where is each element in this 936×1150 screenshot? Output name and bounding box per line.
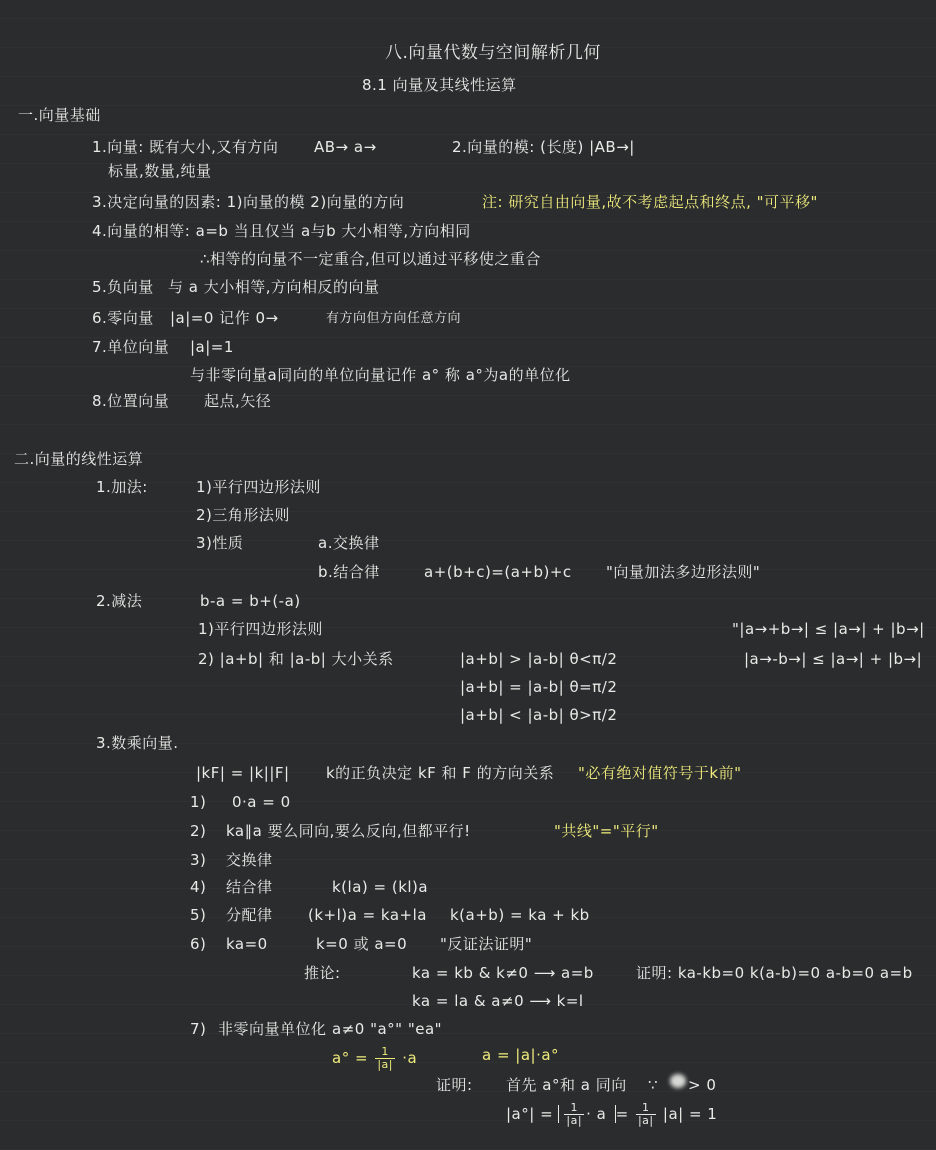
zero-vector-note: 有方向但方向任意方向 — [326, 311, 462, 326]
negative-vector-desc: 与 a 大小相等,方向相反的向量 — [168, 278, 380, 296]
subtraction-label: 2.减法 — [96, 592, 143, 610]
rule-number: 6) — [190, 935, 207, 953]
item-position-vector: 8.位置向量 — [92, 392, 170, 410]
rule-number: 2) — [190, 822, 207, 840]
proof-label: 证明: — [436, 1076, 473, 1094]
subtraction-rule: 1)平行四边形法则 — [198, 620, 323, 638]
scalar-associative-formula: k(la) = (kl)a — [332, 878, 429, 896]
heading-vector-basics: 一.向量基础 — [18, 106, 101, 124]
normalization-notation: a≠0 "a°" "ea" — [332, 1020, 443, 1038]
normalization-label: 非零向量单位化 — [218, 1020, 327, 1038]
relation-acute: |a+b| > |a-b| θ<π/2 — [460, 650, 618, 668]
rule-number: 1) — [190, 793, 207, 811]
scalar-commutative: 交换律 — [226, 851, 273, 869]
scalar-multiplication-label: 3.数乘向量. — [96, 734, 179, 752]
magnitude-comparison: 2) |a+b| 和 |a-b| 大小关系 — [198, 650, 394, 668]
triangle-inequality-diff: |a→-b→| ≤ |a→| + |b→| — [744, 650, 923, 668]
relation-obtuse: |a+b| < |a-b| θ>π/2 — [460, 706, 618, 724]
triangle-inequality-sum: "|a→+b→| ≤ |a→| + |b→| — [732, 620, 925, 638]
proof-step-2: |a°| = $\frac{1}{|a|}$ · a = $\frac{1}{|a|}$ |a| = 1 — [506, 1101, 718, 1127]
subtraction-formula: b-a = b+(-a) — [200, 592, 301, 610]
fraction: $\frac{1}{|a|}$ — [637, 1101, 654, 1127]
positive-condition: > 0 — [688, 1076, 717, 1094]
addition-label: 1.加法: — [96, 478, 148, 496]
fraction: $\frac{1}{|a|}$ — [566, 1101, 583, 1127]
item-zero-vector: 6.零向量 — [92, 309, 154, 327]
note-free-vector: 注: 研究自由向量,故不考虑起点和终点, "可平移" — [482, 193, 818, 211]
addition-properties: 3)性质 — [196, 534, 244, 552]
vector-notation: AB→ a→ — [314, 138, 377, 156]
fraction: $\frac{1}{|a|}$ — [377, 1045, 393, 1071]
collinear-note: "共线"="平行" — [554, 822, 659, 840]
heading-linear-operations: 二.向量的线性运算 — [14, 450, 144, 468]
addition-rule-triangle: 2)三角形法则 — [196, 506, 290, 524]
item-unit-vector: 7.单位向量 — [92, 338, 170, 356]
scalar-modulus-formula: |kF| = |k||F| — [196, 764, 290, 782]
unit-vector-formula-yellow: a° = $\frac{1}{|a|}$ ·a — [332, 1045, 418, 1071]
scalar-direction-note: k的正负决定 kF 和 F 的方向关系 — [326, 764, 555, 782]
position-vector-note: 起点,矢径 — [204, 392, 272, 410]
rule-number: 3) — [190, 851, 207, 869]
corollary-label: 推论: — [304, 964, 341, 982]
relation-right: |a+b| = |a-b| θ=π/2 — [460, 678, 618, 696]
item-vector-factors: 3.决定向量的因素: 1)向量的模 2)向量的方向 — [92, 193, 405, 211]
polygon-rule-note: "向量加法多边形法则" — [606, 563, 761, 581]
item-vector-definition: 1.向量: 既有大小,又有方向 — [92, 138, 279, 156]
commutative-law: a.交换律 — [318, 534, 380, 552]
associative-formula: a+(b+c)=(a+b)+c — [424, 563, 572, 581]
addition-rule-parallelogram: 1)平行四边形法则 — [196, 478, 321, 496]
corollary-1-proof: 证明: ka-kb=0 k(a-b)=0 a-b=0 a=b — [636, 964, 913, 982]
page-title: 八.向量代数与空间解析几何 — [385, 43, 601, 63]
rule-number: 7) — [190, 1020, 207, 1038]
rule-number: 5) — [190, 906, 207, 924]
note-equality: ∴相等的向量不一定重合,但可以通过平移使之重合 — [200, 250, 541, 268]
zero-times-vector: 0·a = 0 — [232, 793, 291, 811]
zero-product: ka=0 — [226, 935, 268, 953]
absolute-bars: $\frac{1}{|a|}$ · a — [558, 1105, 615, 1123]
distributive-formula-1: (k+l)a = ka+la — [308, 906, 427, 924]
unit-vector-note: 与非零向量a同向的单位向量记作 a° 称 a°为a的单位化 — [190, 366, 571, 384]
smudge-mark — [670, 1074, 686, 1088]
contradiction-note: "反证法证明" — [440, 935, 533, 953]
scalar-distributive: 分配律 — [226, 906, 273, 924]
distributive-formula-2: k(a+b) = ka + kb — [450, 906, 590, 924]
because-symbol: ∵ — [648, 1076, 659, 1094]
associative-law: b.结合律 — [318, 563, 380, 581]
vector-decomposition-formula: a = |a|·a° — [482, 1046, 560, 1064]
rule-number: 4) — [190, 878, 207, 896]
corollary-1: ka = kb & k≠0 ⟶ a=b — [412, 964, 594, 982]
section-subtitle: 8.1 向量及其线性运算 — [362, 76, 517, 94]
zero-product-cases: k=0 或 a=0 — [316, 935, 408, 953]
unit-vector-formula: |a|=1 — [190, 338, 234, 356]
absolute-value-note: "必有绝对值符号于k前" — [578, 764, 742, 782]
proof-step-1: 首先 a°和 a 同向 — [506, 1076, 627, 1094]
scalar-terms: 标量,数量,纯量 — [108, 162, 212, 180]
zero-vector-formula: |a|=0 记作 0→ — [170, 309, 279, 327]
parallel-rule: ka∥a 要么同向,要么反向,但都平行! — [226, 822, 471, 840]
item-vector-modulus: 2.向量的模: (长度) |AB→| — [452, 138, 635, 156]
corollary-2: ka = la & a≠0 ⟶ k=l — [412, 992, 584, 1010]
scalar-associative: 结合律 — [226, 878, 273, 896]
item-vector-equality: 4.向量的相等: a=b 当且仅当 a与b 大小相等,方向相同 — [92, 222, 471, 240]
item-negative-vector: 5.负向量 — [92, 278, 154, 296]
